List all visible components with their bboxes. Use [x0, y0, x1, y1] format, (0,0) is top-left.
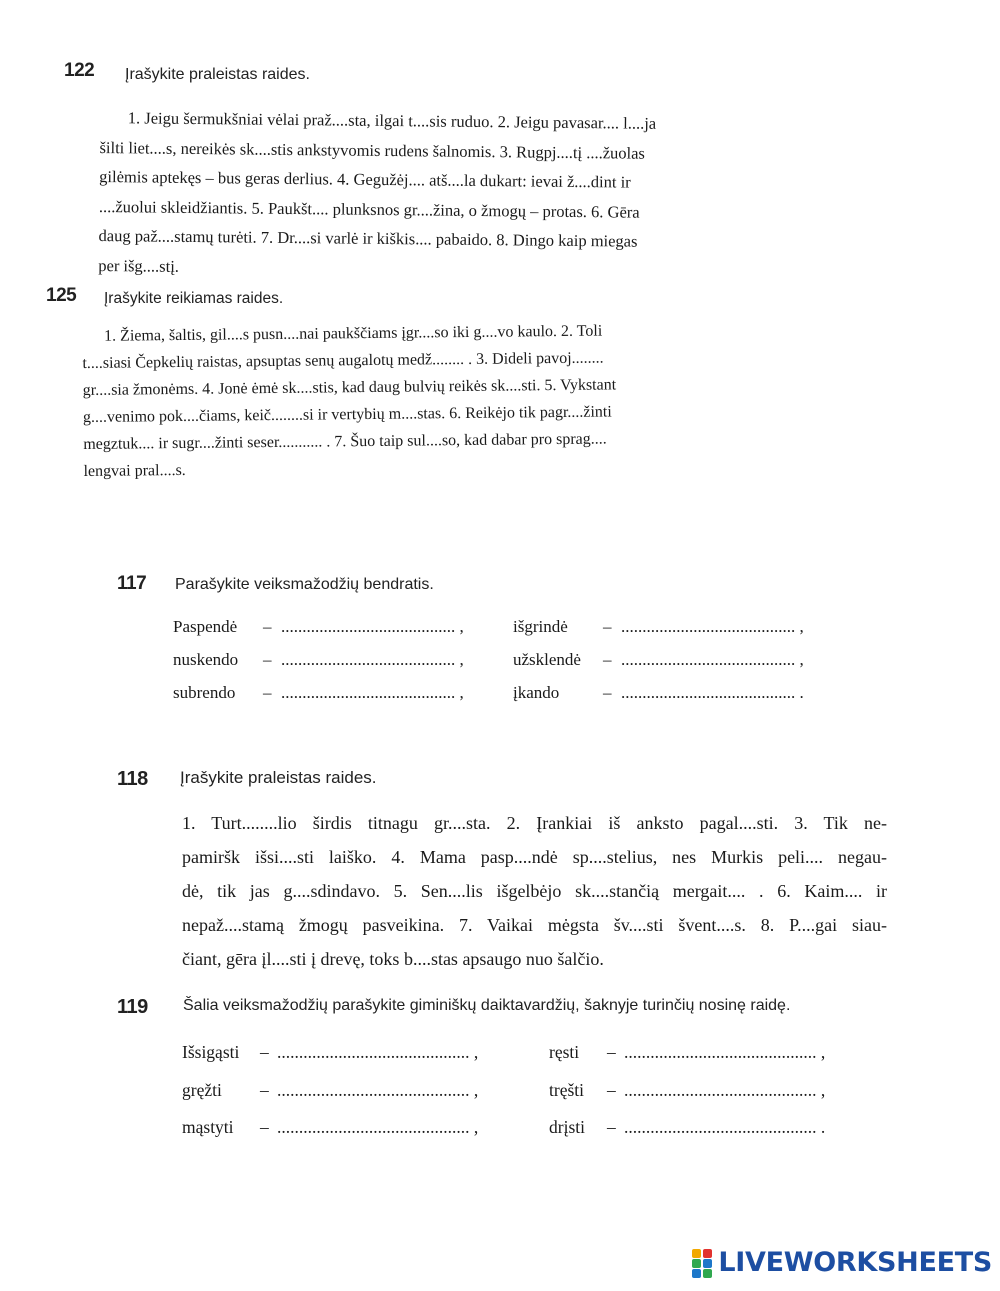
logo-block	[703, 1259, 712, 1268]
verb: tręšti	[549, 1080, 584, 1100]
answer-blank[interactable]: ......................................... ,	[281, 617, 464, 636]
dash: –	[603, 617, 612, 636]
text-line: šilti liet....s, nereikės sk....stis ankstyvomis rudens šalnomis. 3. Rugpj....tį ....žuolas	[99, 137, 646, 163]
logo-block	[703, 1269, 712, 1278]
exercise-instruction: Įrašykite praleistas raides.	[125, 66, 310, 83]
exercise-instruction: Parašykite veiksmažodžių bendratis.	[175, 576, 434, 593]
verb: gręžti	[182, 1080, 222, 1100]
answer-blank[interactable]: ......................................... ,	[281, 683, 464, 702]
text-line: ....žuolui skleidžiantis. 5. Paukšt.... plunksnos gr....žina, o žmogų – protas. 6. Gēra	[98, 196, 640, 222]
verb: ręsti	[549, 1042, 580, 1062]
verb: subrendo	[173, 683, 236, 702]
text-line: gilėmis aptekęs – bus geras derlius. 4. Gegužėj.... atš....la dukart: ievai ž....dint ir	[99, 166, 631, 192]
text-line: 1. Žiema, šaltis, gil....s pusn....nai paukščiams įgr....so iki g....vo kaulo. 2. Toli	[104, 322, 603, 345]
answer-blank[interactable]: ......................................... ,	[281, 650, 464, 669]
verb: drįsti	[549, 1117, 585, 1137]
answer-blank[interactable]: ............................................ ,	[277, 1042, 479, 1062]
text-line: dė, tik jas g....sdindavo. 5. Sen....lis išgelbėjo sk....stančią mergait.... . 6. Kaim.... ir	[182, 881, 887, 901]
verb: Paspendė	[173, 617, 238, 636]
dash: –	[263, 617, 272, 636]
answer-blank[interactable]: ......................................... .	[621, 683, 804, 702]
logo-blocks-icon	[692, 1247, 714, 1277]
answer-blank[interactable]: ......................................... ,	[621, 617, 804, 636]
verb: nuskendo	[173, 650, 239, 669]
logo-block	[703, 1249, 712, 1258]
answer-blank[interactable]: ............................................ ,	[624, 1080, 826, 1100]
dash: –	[603, 683, 612, 702]
dash: –	[607, 1080, 616, 1100]
verb: išgrindė	[513, 617, 568, 636]
exercise-number: 119	[117, 996, 148, 1018]
text-line: nepaž....stamą žmogų pasveikina. 7. Vaikai mėgsta šv....sti švent....s. 8. P....gai siau-	[182, 915, 887, 935]
exercise-text	[98, 103, 780, 287]
text-line: megztuk.... ir sugr....žinti seser........... . 7. Šuo taip sul....so, kad dabar pro sprag....	[83, 430, 607, 453]
dash: –	[263, 683, 272, 702]
text-line: 1. Turt........lio širdis titnagu gr....sta. 2. Įrankiai iš anksto pagal....sti. 3. Tik ne-	[182, 813, 887, 833]
text-line: daug paž....stamų turėti. 7. Dr....si varlė ir kiškis.... pabaido. 8. Dingo kaip miegas	[98, 225, 638, 251]
exercise-instruction: Įrašykite reikiamas raides.	[104, 290, 284, 307]
answer-blank[interactable]: ............................................ ,	[277, 1080, 479, 1100]
text-line: g....venimo pok....čiams, keič........si ir vertybių m....stas. 6. Reikėjo tik pagr....žinti	[82, 403, 612, 426]
verb: Išsigąsti	[182, 1042, 240, 1062]
exercise-instruction: Įrašykite praleistas raides.	[180, 768, 377, 787]
text-line: t....siasi Čepkelių raistas, apsuptas senų augalotų medž........ . 3. Dideli pavoj........	[82, 349, 604, 372]
verb: įkando	[513, 683, 560, 702]
dash: –	[603, 650, 612, 669]
exercise-text	[82, 316, 746, 485]
text-line: per išg....stį.	[98, 255, 180, 276]
dash: –	[263, 650, 272, 669]
text-line: 1. Jeigu šermukšniai vėlai praž....sta, ilgai t....sis ruduo. 2. Jeigu pavasar.... l....ja	[127, 108, 657, 133]
dash: –	[260, 1117, 269, 1137]
exercise-number: 122	[64, 60, 95, 81]
dash: –	[607, 1117, 616, 1137]
answer-blank[interactable]: ............................................ ,	[624, 1042, 826, 1062]
logo-block	[692, 1259, 701, 1268]
exercise-number: 117	[117, 573, 147, 594]
dash: –	[607, 1042, 616, 1062]
logo-text: LIVEWORKSHEETS	[718, 1246, 992, 1278]
dash: –	[260, 1042, 269, 1062]
liveworksheets-logo	[692, 1245, 992, 1279]
exercise-text	[182, 806, 887, 976]
exercise-number: 118	[117, 768, 148, 790]
logo-block	[692, 1249, 701, 1258]
answer-blank[interactable]: ............................................ ,	[277, 1117, 479, 1137]
text-line: lengvai pral....s.	[83, 461, 186, 480]
text-line: gr....sia žmonėms. 4. Jonė ėmė sk....stis, kad daug bulvių reikės sk....sti. 5. Vykstant	[82, 376, 617, 399]
logo-block	[692, 1269, 701, 1278]
dash: –	[260, 1080, 269, 1100]
answer-blank[interactable]: ............................................ .	[624, 1117, 826, 1137]
exercise-number: 125	[46, 285, 77, 306]
text-line: čiant, gēra įl....sti į drevę, toks b....stas apsaugo nuo šalčio.	[182, 949, 604, 969]
verb: mąstyti	[182, 1117, 234, 1137]
answer-blank[interactable]: ......................................... ,	[621, 650, 804, 669]
exercise-instruction: Šalia veiksmažodžių parašykite giminiškų daiktavardžių, šaknyje turinčių nosinę raidę.	[183, 997, 791, 1014]
verb: užsklendė	[513, 650, 581, 669]
text-line: pamiršk išsi....sti laiško. 4. Mama pasp....ndė sp....stelius, nes Murkis peli.... negau-	[182, 847, 887, 867]
